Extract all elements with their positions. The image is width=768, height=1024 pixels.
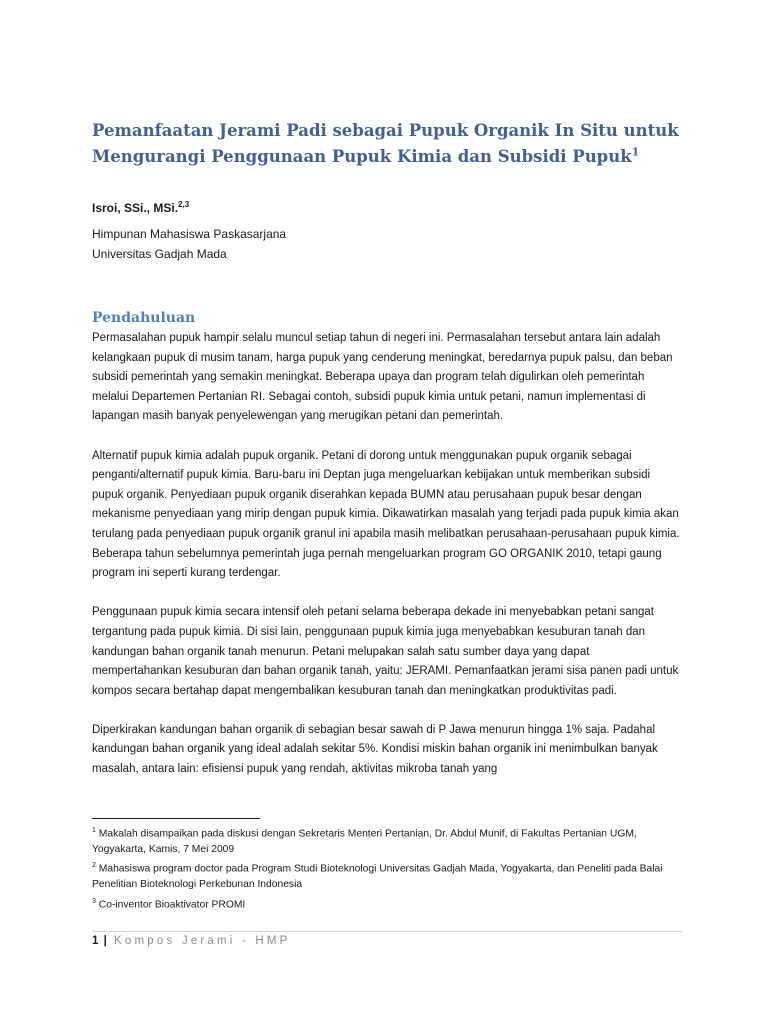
footnote-2 [92, 858, 682, 892]
body-text [92, 329, 682, 799]
footer-divider [92, 931, 682, 932]
footnote-3 [92, 894, 682, 913]
paragraph-2: Alternatif pupuk kimia adalah pupuk organik. Petani di dorong untuk menggunakan pupuk organik sebagai penganti/alternatif pupuk kimia. Baru-baru ini Deptan juga mengeluarkan kebijakan untuk memberikan subsidi pupuk organik. Penyediaan pupuk organik diserahkan kepada BUMN atau perusahaan pupuk besar dengan mekanisme penyediaan yang mirip dengan pupuk kimia. Dikawatirkan masalah yang terjadi pada pupuk kimia akan terulang pada penyediaan pupuk organik granul ini apabila masih melibatkan perusahaan-perusahaan pupuk kimia. Beberapa tahun sebelumnya pemerintah juga pernah mengeluarkan program GO ORGANIK 2010, tetapi gaung program ini seperti kurang terdengar. [92, 449, 680, 580]
affiliation [92, 224, 286, 264]
footnote-number: 1 [92, 827, 96, 834]
page-footer [92, 935, 291, 947]
paragraph-4: Diperkirakan kandungan bahan organik di sebagian besar sawah di P Jawa menurun hingga 1% saja. Padahal kandungan bahan organik yang ideal adalah sekitar 5%. Kondisi miskin bahan organik ini menimbulkan banyak masalah, antara lain: efisiensi pupuk yang rendah, aktivitas mikroba tanah yang [92, 723, 658, 776]
footnotes [92, 823, 682, 914]
title-footnote-marker: 1 [631, 145, 640, 159]
paragraph-1: Permasalahan pupuk hampir selalu muncul setiap tahun di negeri ini. Permasalahan tersebut antara lain adalah kelangkaan pupuk di musim tanam, harga pupuk yang cenderung meningkat, beredarnya pupuk palsu, dan beban subsidi pemerintah yang semakin meningkat. Beberapa upaya dan program telah digulirkan oleh pemerintah melalui Departemen Pertanian RI. Sebagai contoh, subsidi pupuk kimia untuk petani, namun implementasi di lapangan masih banyak penyelewengan yang merugikan petani dan pemerintah. [92, 332, 673, 423]
section-heading: Pendahuluan [92, 310, 196, 326]
paragraph-3: Penggunaan pupuk kimia secara intensif oleh petani selama beberapa dekade ini menyebabkan petani sangat tergantung pada pupuk kimia. Di sisi lain, penggunaan pupuk kimia juga menyebabkan kesuburan tanah dan kandungan bahan organik tanah menurun. Petani melupakan salah satu sumber daya yang dapat mempertahankan kesuburan dan bahan organik tanah, yaitu: JERAMI. Pemanfaatkan jerami sisa panen padi untuk kompos secara bertahap dapat mengembalikan kesuburan tanah dan meningkatkan produktivitas padi. [92, 606, 679, 697]
footer-separator: | [103, 935, 107, 947]
title-text: Pemanfaatan Jerami Padi sebagai Pupuk Organik In Situ untuk Mengurangi Penggunaan Pupuk Kimia dan Subsidi Pupuk [92, 121, 679, 166]
author-footnote-marker: 2,3 [178, 200, 190, 209]
footnote-text: Makalah disampaikan pada diskusi dengan Sekretaris Menteri Pertanian, Dr. Abdul Munif, di Fakultas Pertanian UGM, Yogyakarta, Kamis, 7 Mei 2009 [92, 828, 637, 855]
footnote-text: Mahasiswa program doctor pada Program Studi Bioteknologi Universitas Gadjah Mada, Yogyakarta, dan Peneliti pada Balai Penelitian Bioteknologi Perkebunan Indonesia [92, 863, 663, 891]
author-line [92, 200, 189, 215]
footnote-text: Co-inventor Bioaktivator PROMI [98, 899, 246, 911]
document-title [92, 118, 692, 170]
affiliation-line-1: Himpunan Mahasiswa Paskasarjana [92, 227, 287, 241]
footer-text: Kompos Jerami - HMP [114, 935, 291, 947]
footnote-number: 2 [92, 862, 96, 870]
affiliation-line-2: Universitas Gadjah Mada [92, 247, 227, 261]
footnote-number: 3 [92, 897, 96, 905]
author-name: Isroi, SSi., MSi. [92, 201, 179, 215]
page-number: 1 [92, 935, 99, 947]
footnote-divider [92, 818, 260, 819]
footnote-1 [92, 823, 682, 857]
